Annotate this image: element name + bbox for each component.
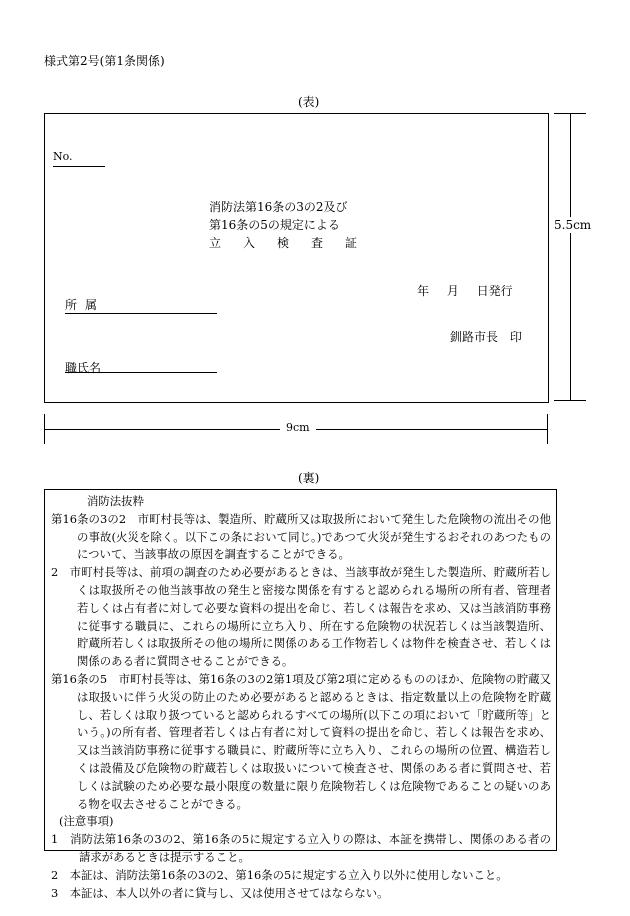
certificate-title-line-1: 消防法第16条の3の2及び — [209, 200, 348, 214]
article-16-3-2-paragraph-2: 2 市町村長等は、前項の調査のため必要があるときは、当該事故が発生した製造所、貯蔵所若しくは取扱所その他当該事故の発生と密接な関係を有すると認められる場所の所有者、管理者若しくは占有者に対して必要な資料の提出を命じ、若しくは報告を求め、又は当該消防事務に従事する職員に、これらの場所に立ち入り、所在する危険物の状況若しくは当該製造所、貯蔵所若しくは取扱所その他の場所に関係のある工作物若しくは物件を検査させ、若しくは関係のある者に質問させることができる。 — [51, 565, 551, 669]
height-dimension-label: 5.5cm — [554, 218, 592, 232]
certificate-back-panel — [44, 489, 557, 900]
notes-heading: (注意事項) — [59, 814, 114, 829]
issuer-seal: 釧路市長 印 — [450, 330, 522, 344]
certificate-title-line-3: 立入検査証 — [209, 236, 380, 250]
name-title-label: 職氏名 — [65, 361, 102, 375]
front-side-label: (表) — [298, 95, 320, 109]
width-dimension-tick-right — [547, 414, 548, 444]
height-dimension-tick-bottom — [554, 400, 586, 401]
note-item: 2 本証は、消防法第16条の3の2、第16条の5に規定する立入り以外に使用しないこと。 — [51, 867, 508, 882]
certificate-front-card — [44, 113, 549, 403]
article-16-3-2: 第16条の3の2 市町村長等は、製造所、貯蔵所又は取扱所において発生した危険物の流出その他の事故(火災を除く。以下この条において同じ。)であつて火災が発生するおそれのあつたものについて、当該事故の原因を調査することができる。 — [51, 511, 551, 562]
name-title-line — [65, 372, 217, 373]
note-item: 3 本証は、本人以外の者に貸与し、又は使用させてはならない。 — [51, 885, 389, 900]
width-dimension-label: 9cm — [280, 421, 316, 434]
note-item: 1 消防法第16条の3の2、第16条の5に規定する立入りの際は、本証を携帯し、関係のある者の請求があるときは提示すること。 — [51, 832, 551, 864]
height-dimension-line — [570, 113, 571, 401]
affiliation-line — [65, 313, 217, 314]
certificate-title-line-2: 第16条の5の規定による — [209, 218, 340, 232]
issue-date-label: 年 月 日発行 — [417, 284, 513, 298]
back-side-label: (裏) — [298, 471, 320, 485]
certificate-number-line — [53, 166, 105, 167]
article-16-5: 第16条の5 市町村長等は、第16条の3の2第1項及び第2項に定めるもののほか、危険物の貯蔵又は取扱いに伴う火災の防止のため必要があると認めるときは、指定数量以上の危険物を貯蔵し、若しくは取り扱つていると認められるすべての場所(以下この項において「貯蔵所等」という。)の所有者、管理者若しくは占有者に対して資料の提出を命じ、若しくは報告を求め、又は当該消防事務に従事する職員に、貯蔵所等に立ち入り、これらの場所の位置、構造若しくは設備及び危険物の貯蔵若しくは取扱いについて検査させ、関係のある者に質問させ、若しくは試験のため必要な最小限度の数量に限り危険物若しくは危険物であることの疑いのある物を収去させることができる。 — [51, 671, 551, 811]
law-excerpt-heading: 消防法抜粋 — [87, 494, 144, 508]
form-number-label: 様式第2号(第1条関係) — [44, 54, 165, 68]
affiliation-label: 所属 — [65, 298, 106, 312]
certificate-number-label: No. — [53, 150, 73, 163]
